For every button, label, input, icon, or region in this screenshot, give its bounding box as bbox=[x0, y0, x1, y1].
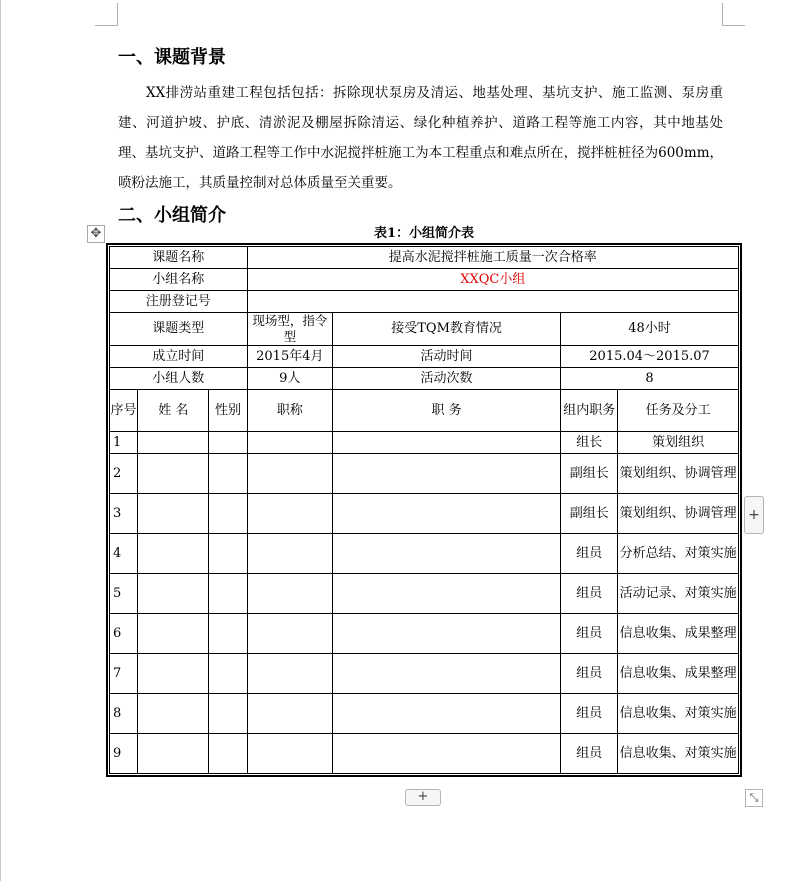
crop-mark-top-left bbox=[95, 3, 118, 26]
table-header-row bbox=[110, 390, 739, 432]
cell-position bbox=[333, 614, 561, 654]
cell-title bbox=[247, 614, 332, 654]
cell-position bbox=[333, 454, 561, 494]
table-row bbox=[110, 614, 739, 654]
cell-role: 副组长 bbox=[561, 454, 618, 494]
cell-no: 7 bbox=[110, 654, 138, 694]
cell-no: 2 bbox=[110, 454, 138, 494]
cell-title bbox=[247, 574, 332, 614]
cell-role: 组员 bbox=[561, 574, 618, 614]
type-label: 课题类型 bbox=[110, 313, 248, 346]
cell-gender bbox=[209, 694, 247, 734]
cell-gender bbox=[209, 614, 247, 654]
topic-label: 课题名称 bbox=[110, 247, 248, 269]
cell-position bbox=[333, 432, 561, 454]
activity-time-label: 活动时间 bbox=[333, 346, 561, 368]
cell-role: 组长 bbox=[561, 432, 618, 454]
background-paragraph: XX排涝站重建工程包括包括：拆除现状泵房及清运、地基处理、基坑支护、施工监测、泵房重建、河道护坡、护底、清淤泥及棚屋拆除清运、绿化种植养护、道路工程等施工内容，其中地基处理、基坑支护、道路工程等工作中水泥搅拌桩施工为本工程重点和难点所在，搅拌桩桩径为600mm，喷粉法施工，其质量控制对总体质量至关重要。 bbox=[118, 85, 723, 191]
cell-position bbox=[333, 574, 561, 614]
cell-position bbox=[333, 654, 561, 694]
cell-no: 1 bbox=[110, 432, 138, 454]
cell-duty: 信息收集、对策实施 bbox=[618, 694, 739, 734]
tqm-label: 接受TQM教育情况 bbox=[333, 313, 561, 346]
col-header-title: 职称 bbox=[247, 390, 332, 432]
table-row bbox=[110, 534, 739, 574]
col-header-duty: 任务及分工 bbox=[618, 390, 739, 432]
table-row-registration bbox=[110, 291, 739, 313]
col-header-gender: 性别 bbox=[209, 390, 247, 432]
table-row-members bbox=[110, 368, 739, 390]
cell-duty: 信息收集、对策实施 bbox=[618, 734, 739, 774]
topic-value: 提高水泥搅拌桩施工质量一次合格率 bbox=[247, 247, 738, 269]
table-row bbox=[110, 494, 739, 534]
col-header-role: 组内职务 bbox=[561, 390, 618, 432]
cell-duty: 信息收集、成果整理 bbox=[618, 614, 739, 654]
cell-no: 3 bbox=[110, 494, 138, 534]
table-row-founded bbox=[110, 346, 739, 368]
cell-role: 副组长 bbox=[561, 494, 618, 534]
members-value: 9人 bbox=[247, 368, 332, 390]
registration-value bbox=[247, 291, 738, 313]
add-column-plus-icon[interactable]: + bbox=[744, 496, 764, 534]
table-row-group bbox=[110, 269, 739, 291]
cell-gender bbox=[209, 734, 247, 774]
table-row bbox=[110, 454, 739, 494]
group-value: XXQC小组 bbox=[247, 269, 738, 291]
group-label: 小组名称 bbox=[110, 269, 248, 291]
section-heading-background: 一、课题背景 bbox=[118, 47, 226, 68]
cell-role: 组员 bbox=[561, 534, 618, 574]
cell-duty: 活动记录、对策实施 bbox=[618, 574, 739, 614]
cell-role: 组员 bbox=[561, 614, 618, 654]
cell-duty: 信息收集、成果整理 bbox=[618, 654, 739, 694]
table-caption: 表1：小组简介表 bbox=[373, 226, 475, 241]
activity-count-label: 活动次数 bbox=[333, 368, 561, 390]
cell-position bbox=[333, 734, 561, 774]
type-value: 现场型，指令型 bbox=[247, 313, 332, 346]
table-row bbox=[110, 654, 739, 694]
cell-role: 组员 bbox=[561, 694, 618, 734]
cell-name bbox=[138, 734, 209, 774]
col-header-no: 序号 bbox=[110, 390, 138, 432]
cell-gender bbox=[209, 574, 247, 614]
cell-name bbox=[138, 694, 209, 734]
cell-title bbox=[247, 454, 332, 494]
table-resize-icon[interactable]: ⤡ bbox=[745, 789, 763, 807]
registration-label: 注册登记号 bbox=[110, 291, 248, 313]
table-row-topic bbox=[110, 247, 739, 269]
table-row bbox=[110, 432, 739, 454]
cell-title bbox=[247, 734, 332, 774]
cell-gender bbox=[209, 534, 247, 574]
activity-count-value: 8 bbox=[561, 368, 739, 390]
cell-gender bbox=[209, 654, 247, 694]
cell-position bbox=[333, 694, 561, 734]
cell-no: 9 bbox=[110, 734, 138, 774]
table-move-icon[interactable]: ✥ bbox=[87, 225, 105, 243]
table-row bbox=[110, 574, 739, 614]
group-info-table bbox=[109, 246, 739, 774]
cell-no: 8 bbox=[110, 694, 138, 734]
table-row-type bbox=[110, 313, 739, 346]
cell-title bbox=[247, 654, 332, 694]
cell-name bbox=[138, 454, 209, 494]
cell-title bbox=[247, 494, 332, 534]
cell-role: 组员 bbox=[561, 734, 618, 774]
cell-title bbox=[247, 432, 332, 454]
cell-name bbox=[138, 614, 209, 654]
cell-duty: 策划组织、协调管理 bbox=[618, 454, 739, 494]
founded-label: 成立时间 bbox=[110, 346, 248, 368]
cell-gender bbox=[209, 454, 247, 494]
cell-gender bbox=[209, 432, 247, 454]
cell-role: 组员 bbox=[561, 654, 618, 694]
cell-duty: 策划组织 bbox=[618, 432, 739, 454]
group-table-wrapper bbox=[106, 243, 742, 777]
table-row bbox=[110, 694, 739, 734]
cell-position bbox=[333, 494, 561, 534]
members-label: 小组人数 bbox=[110, 368, 248, 390]
cell-no: 5 bbox=[110, 574, 138, 614]
cell-duty: 分析总结、对策实施 bbox=[618, 534, 739, 574]
add-row-plus-icon[interactable]: + bbox=[405, 789, 441, 806]
cell-position bbox=[333, 534, 561, 574]
tqm-value: 48小时 bbox=[561, 313, 739, 346]
table-row bbox=[110, 734, 739, 774]
cell-gender bbox=[209, 494, 247, 534]
page-edge bbox=[0, 0, 1, 881]
cell-name bbox=[138, 534, 209, 574]
founded-value: 2015年4月 bbox=[247, 346, 332, 368]
cell-name bbox=[138, 654, 209, 694]
cell-title bbox=[247, 534, 332, 574]
cell-name bbox=[138, 432, 209, 454]
cell-duty: 策划组织、协调管理 bbox=[618, 494, 739, 534]
cell-title bbox=[247, 694, 332, 734]
cell-name bbox=[138, 494, 209, 534]
cell-no: 6 bbox=[110, 614, 138, 654]
cell-no: 4 bbox=[110, 534, 138, 574]
col-header-name: 姓 名 bbox=[138, 390, 209, 432]
cell-name bbox=[138, 574, 209, 614]
section-heading-group: 二、小组简介 bbox=[118, 205, 226, 226]
col-header-position: 职 务 bbox=[333, 390, 561, 432]
crop-mark-top-right bbox=[722, 3, 745, 26]
activity-time-value: 2015.04～2015.07 bbox=[561, 346, 739, 368]
